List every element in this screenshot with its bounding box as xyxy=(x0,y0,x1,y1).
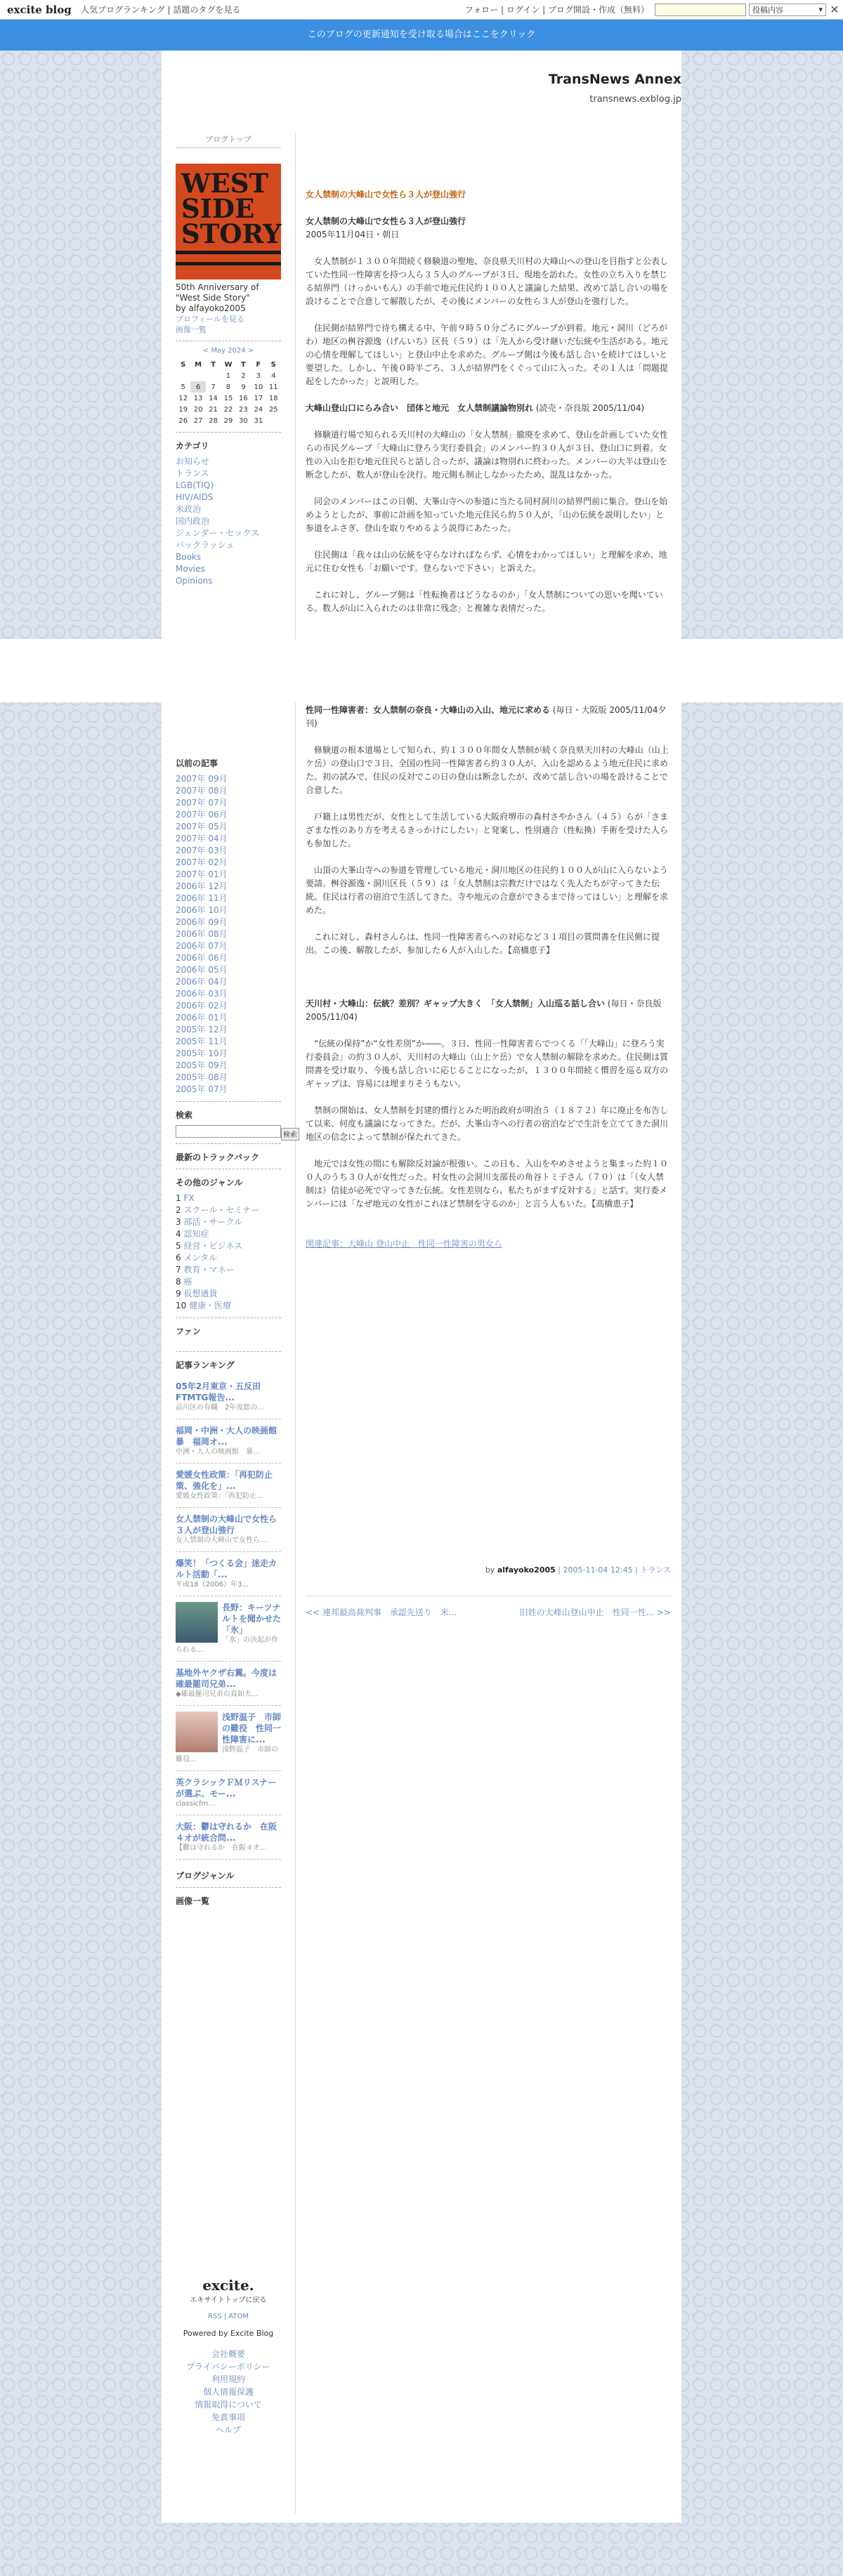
genre-rank: 8 xyxy=(176,1277,184,1287)
page-gap xyxy=(0,639,843,702)
genre-rank: 6 xyxy=(176,1253,184,1263)
ranking-item[interactable] xyxy=(176,1464,281,1508)
post-byline xyxy=(306,1563,671,1577)
ranking-title: 記事ランキング xyxy=(176,1360,235,1370)
category-item[interactable]: 国内政治 xyxy=(176,516,210,526)
category-item[interactable]: Opinions xyxy=(176,576,213,586)
calendar-day[interactable]: 9 xyxy=(241,383,246,391)
calendar-day[interactable]: 19 xyxy=(178,405,188,414)
calendar-day[interactable]: 17 xyxy=(254,394,263,402)
account-links[interactable]: フォロー | ログイン | ブログ開設・作成（無料） xyxy=(464,5,649,15)
ranking-snippet: 中洲・大人の映画館 暴... xyxy=(176,1448,260,1456)
calendar-day[interactable]: 1 xyxy=(226,372,231,380)
archive-list xyxy=(176,773,281,1096)
calendar-day-header: F xyxy=(256,360,261,369)
sidebar-search-input[interactable] xyxy=(176,1125,281,1138)
archive-item[interactable]: 2007年 05月 xyxy=(176,822,228,832)
calendar-day[interactable]: 8 xyxy=(226,383,231,391)
calendar-day[interactable]: 31 xyxy=(254,416,263,425)
poster-bar xyxy=(176,262,281,265)
chevron-down-icon: ▾ xyxy=(818,5,823,14)
search-scope-select[interactable] xyxy=(749,4,826,16)
ranking-snippet: 愛媛女性政策：「再犯防止... xyxy=(176,1492,263,1500)
top-bar xyxy=(0,0,843,20)
section-heading-4-title: 天川村・大峰山：伝統？差別？ギャップ大きく 「女人禁制」入山巡る話し合い xyxy=(306,999,606,1008)
calendar-day[interactable]: 27 xyxy=(193,416,203,425)
footer-link[interactable]: 利用規約 xyxy=(211,2374,245,2384)
archive-item[interactable]: 2006年 01月 xyxy=(176,1013,228,1023)
ranking-item[interactable] xyxy=(176,1508,281,1552)
category-item[interactable]: HIV/AIDS xyxy=(176,492,214,502)
footer-link[interactable]: プライバシーポリシー xyxy=(186,2362,270,2372)
genre-item[interactable]: 4 認知症 xyxy=(176,1229,209,1239)
ranking-title-text[interactable]: 英クラシックＦＭリスナーが選ぶ、モー... xyxy=(176,1777,277,1799)
fan-title: ファン xyxy=(176,1327,201,1336)
calendar-day[interactable]: 21 xyxy=(209,405,218,414)
genre-item[interactable]: 2 スクール・セミナー xyxy=(176,1205,260,1215)
ranking-item[interactable] xyxy=(176,1771,281,1815)
ranking-item[interactable] xyxy=(176,1662,281,1706)
archive-item[interactable]: 2006年 08月 xyxy=(176,929,228,939)
calendar-day[interactable]: 28 xyxy=(209,416,218,425)
archive-item[interactable]: 2006年 09月 xyxy=(176,917,228,927)
section-heading-2 xyxy=(306,402,671,415)
archive-item[interactable]: 2006年 05月 xyxy=(176,965,228,975)
search-input[interactable] xyxy=(655,4,746,16)
ranking-item[interactable] xyxy=(176,1419,286,1464)
genre-item[interactable]: 9 仮想通貨 xyxy=(176,1289,218,1299)
excite-top-link[interactable]: エキサイトトップに戻る xyxy=(190,2296,267,2304)
archive-item[interactable]: 2006年 12月 xyxy=(176,881,228,891)
trackback-title: 最新のトラックバック xyxy=(176,1152,260,1162)
ranking-title-text[interactable]: 愛媛女性政策：「再犯防止策、強化を」... xyxy=(176,1470,273,1491)
genre-item[interactable]: 10 健康・医療 xyxy=(176,1301,232,1310)
calendar-table xyxy=(176,359,281,426)
ranking-item[interactable] xyxy=(176,1706,281,1771)
calendar-day[interactable]: 15 xyxy=(223,394,233,402)
archive-item[interactable]: 2005年 07月 xyxy=(176,1084,228,1094)
search-title: 検索 xyxy=(176,1110,193,1120)
archive-item[interactable]: 2007年 02月 xyxy=(176,857,228,867)
calendar-day[interactable]: 25 xyxy=(268,405,278,414)
ranking-title-text[interactable]: 大阪：鬱は守れるか 在阪４オが統合問... xyxy=(176,1822,277,1843)
sidebar-footer xyxy=(176,2277,281,2436)
genre-rank: 2 xyxy=(176,1205,184,1215)
next-post-link[interactable]: 旧姓の大峰山登山中止 性同一性... >> xyxy=(519,1608,671,1617)
ranking-item[interactable] xyxy=(176,1375,281,1419)
archive-item[interactable]: 2006年 03月 xyxy=(176,989,228,999)
ranking-item[interactable] xyxy=(176,1815,281,1860)
calendar-day[interactable]: 2 xyxy=(241,372,246,380)
image-list-title: 画像一覧 xyxy=(176,1896,210,1906)
ranking-title-text[interactable]: 浅野温子 市師の難役 性同一性障害に... xyxy=(222,1712,282,1744)
genre-rank: 10 xyxy=(176,1301,190,1310)
close-icon[interactable]: ✕ xyxy=(830,3,839,16)
feed-links[interactable]: RSS | ATOM xyxy=(207,2313,249,2320)
excite-logo[interactable]: excite. xyxy=(202,2277,254,2294)
ranking-thumbnail[interactable] xyxy=(176,1602,218,1643)
paragraph: 禁制の開始は、女人禁制を封建的慣行とみた明治政府が明治５（１８７２）年に廃止を布告して以来、何度も議論になってきた。だが、大峯山寺への行者の宿泊などで生計を立ててきた洞川地区の信念によって禁制が保たれてきた。 xyxy=(306,1105,669,1142)
post-part-1 xyxy=(306,188,671,629)
section-heading-4 xyxy=(306,997,671,1024)
ranking-item[interactable] xyxy=(176,1596,281,1662)
genre-rank: 1 xyxy=(176,1193,184,1203)
archive-item[interactable]: 2007年 04月 xyxy=(176,834,228,843)
calendar-day[interactable]: 20 xyxy=(193,405,203,414)
category-list xyxy=(176,456,281,587)
archive-item[interactable]: 2005年 12月 xyxy=(176,1025,228,1034)
calendar-day-header: T xyxy=(211,360,216,369)
ranking-item[interactable] xyxy=(176,1552,281,1596)
calendar-day-header: W xyxy=(224,360,233,369)
archive-item[interactable]: 2007年 06月 xyxy=(176,810,228,820)
paragraph: 女人禁制が１３００年間続く修験道の聖地、奈良県天川村の大峰山への登山を目指すと公表していた性同一性障害を持つ人ら３５人のグループが３日、現地を訪れた。女性の立ち入りを禁じる結界門（けっかいもん）の手前で地元住民約１００人と議論した結果、改めて話し合いの場を設けることで合意して解散したが、その後にメンバーの女性ら３人が登山を強行した。 xyxy=(306,256,669,306)
category-item[interactable]: 米政治 xyxy=(176,504,202,514)
category-item[interactable]: ジェンダー・セックス xyxy=(176,528,260,538)
genre-rank: 9 xyxy=(176,1289,184,1299)
genre-item[interactable]: 3 部活・サークル xyxy=(176,1217,243,1227)
calendar-day[interactable]: 4 xyxy=(271,372,276,380)
post-title[interactable]: 女人禁制の大峰山で女性ら３人が登山強行 xyxy=(306,190,466,199)
calendar-day[interactable]: 16 xyxy=(239,394,248,402)
column-divider xyxy=(295,133,296,2514)
calendar-day-header: T xyxy=(240,360,246,369)
genre-item[interactable]: 8 癌 xyxy=(176,1277,192,1287)
calendar-day-header: M xyxy=(195,360,202,369)
calendar-day[interactable]: 18 xyxy=(268,394,278,402)
poster-title: WEST SIDE STORY xyxy=(181,168,282,249)
section-heading: 女人禁制の大峰山で女性ら３人が登山強行 xyxy=(306,216,466,226)
page-container xyxy=(162,51,681,2523)
powered-by[interactable]: Powered by Excite Blog xyxy=(183,2329,274,2338)
calendar-day[interactable]: 14 xyxy=(209,394,218,402)
section-source-4: (毎日・奈良版 2005/11/04) xyxy=(306,999,662,1022)
paragraph: 修験道の根本道場として知られ、約１３００年間女人禁制が続く奈良県天川村の大峰山（山上ケ岳）の登山口で３日、全国の性同一性障害者ら約３０人が、入山を認めるよう地元住民に求めた。初の試みで、住民の反対でこの日の登山は断念したが、改めて話し合いの場を設けることで合意した。 xyxy=(306,745,669,795)
archives-title: 以前の記事 xyxy=(176,758,218,768)
ranking-title-text[interactable]: 05年2月東京・五反田FTMTG報告... xyxy=(176,1381,261,1402)
paragraph: 住民側が結界門で待ち構える中、午前９時５０分ごろにグループが到着。地元・洞川（どろがわ）地区の桝谷源逸（げんいち）区長（５９）は「先人から受け継いだ伝統や生活がある。地元の心情を理解してほしい」と登山中止を求めた。グループ側は今後も話し合いを続けてほしいと要望した。しかし、午後０時半ごろ、３人が結界門をくぐって山に入った。その１人は「問題提起をしたかった」と説明した。 xyxy=(306,323,669,386)
archive-item[interactable]: 2007年 01月 xyxy=(176,869,228,879)
genre-rank: 4 xyxy=(176,1229,184,1239)
post-navigation xyxy=(306,1596,671,1619)
calendar-day[interactable]: 7 xyxy=(211,383,216,391)
footer-links xyxy=(176,2348,281,2436)
calendar-day[interactable]: 5 xyxy=(181,383,185,391)
footer-link[interactable]: 免責事項 xyxy=(211,2412,245,2422)
category-item[interactable]: Books xyxy=(176,552,202,562)
post-part-2 xyxy=(306,704,671,1264)
profile-image[interactable] xyxy=(176,164,281,280)
byline-prefix: by xyxy=(485,1565,495,1575)
category-item[interactable]: トランス xyxy=(176,468,209,478)
calendar-day[interactable]: 22 xyxy=(223,405,233,414)
archive-item[interactable]: 2005年 10月 xyxy=(176,1049,228,1058)
footer-link[interactable]: ヘルプ xyxy=(215,2425,241,2435)
archive-item[interactable]: 2005年 08月 xyxy=(176,1072,228,1082)
ranking-snippet: ◆確最罷司兄弟の真如夫... xyxy=(176,1690,259,1698)
section-source: 2005年11月04日・朝日 xyxy=(306,230,400,239)
follow-notify-banner[interactable]: このブログの更新通知を受け取る場合はここをクリック xyxy=(0,20,843,51)
genre-item[interactable]: 5 経営・ビジネス xyxy=(176,1241,243,1251)
calendar-day[interactable]: 26 xyxy=(178,416,188,425)
ranking-snippet: 浅野温子 市師の難役... xyxy=(176,1746,278,1763)
ranking-title-text[interactable]: 爆笑！「つくる会」迷走カルト活動「... xyxy=(176,1558,277,1579)
calendar-day[interactable]: 29 xyxy=(223,416,233,425)
archive-item[interactable]: 2006年 02月 xyxy=(176,1001,228,1011)
calendar-day[interactable]: 30 xyxy=(239,416,248,425)
paragraph: “伝統の保持”か“女性差別”か――。３日、性同一性障害者らでつくる「「大峰山」に登ろう実行委員会」の約３０人が、天川村の大峰山（山上ケ岳）で女人禁制の解除を求めた。住民側は質問書を受け取り、今後も話し合いに応じることになったが、１３００年間続く慣習を巡る双方のギャップは、容易には埋まりそうもない。 xyxy=(306,1039,669,1089)
genre-rank: 7 xyxy=(176,1265,184,1275)
ranking-snippet: 品川区の有職 2年度総の... xyxy=(176,1404,264,1412)
section-heading-3-title: 性同一性障害者：女人禁制の奈良・大峰山の入山、地元に求める xyxy=(306,705,551,715)
paragraph: 同会のメンバーはこの日朝、大峯山寺への参道に当たる同村洞川の結界門前に集合。登山を始めようとしたが、事前に計画を知っていた地元住民ら約５０人が、「山の伝統を説明したい」と参道をふさぎ、登山を取りやめるよう説得にあたった。 xyxy=(306,497,668,533)
byline-meta[interactable]: | 2005-11-04 12:45 | トランス xyxy=(558,1565,671,1575)
profile-text: 50th Anniversary of "West Side Story" by alfayoko2005 xyxy=(176,282,259,313)
search-scope-value: 投稿内容 xyxy=(752,5,783,15)
genres-title: その他のジャンル xyxy=(176,1178,243,1188)
ranking-snippet: 「氷」の決起が作られる... xyxy=(176,1636,278,1654)
ranking-snippet: 平成18（2006）年3... xyxy=(176,1581,249,1589)
calendar-day-header: S xyxy=(270,360,276,369)
archive-item[interactable]: 2005年 09月 xyxy=(176,1060,228,1070)
excite-blog-logo[interactable]: excite blog xyxy=(7,3,72,16)
genre-item[interactable]: 1 FX xyxy=(176,1193,195,1203)
paragraph: 住民側は「我々は山の伝統を守らなければならず、心情をわかってほしい」と理解を求め、地元に住む女性も「お願いです。登らないで下さい」と訴えた。 xyxy=(306,550,667,573)
calendar xyxy=(176,347,281,426)
categories-title: カテゴリ xyxy=(176,441,209,451)
footer-link[interactable]: 情報取得について xyxy=(195,2400,262,2410)
calendar-day[interactable]: 13 xyxy=(193,394,203,402)
calendar-day-header: S xyxy=(181,360,186,369)
ranking-list xyxy=(176,1375,286,1860)
archive-item[interactable]: 2006年 07月 xyxy=(176,941,228,951)
category-item[interactable]: バックラッシュ xyxy=(176,540,235,550)
archive-item[interactable]: 2007年 09月 xyxy=(176,774,228,784)
archive-item[interactable]: 2007年 08月 xyxy=(176,786,228,796)
blog-url: transnews.exblog.jp xyxy=(589,94,681,105)
archive-item[interactable]: 2006年 10月 xyxy=(176,905,228,915)
profile-link[interactable]: プロフィールを見る xyxy=(176,315,244,324)
genre-list xyxy=(176,1192,281,1312)
paragraph: 山頂の大峯山寺への参道を管理している地元・洞川地区の住民約１００人が山に入らないよう要請。桝谷源逸・洞川区長（５９）は「女人禁制は宗教だけではなく先人たちが守ってきた伝統。住民は行者の宿泊で生活してきた。寺や地元の合意ができるまで待ってほしい」と理解を求めた。 xyxy=(306,865,669,915)
ranking-snippet: 【鬱は守れるか 在阪４オ... xyxy=(176,1844,267,1852)
category-item[interactable]: お知らせ xyxy=(176,456,209,466)
archive-item[interactable]: 2007年 03月 xyxy=(176,846,228,855)
paragraph: 修験道行場で知られる天川村の大峰山の「女人禁制」撤廃を求めて、登山を計画していた女性らの市民グループ「大峰山に登ろう実行委員会」のメンバー約３０人が３日、登山口に到着。女性の入山を拒む地元住民らと話し合ったが、議論は物別れに終わった。メンバーの大半は登山を断念したが、数人が登山を決行。地元側も制止しなかったため、混乱はなかった。 xyxy=(306,430,668,480)
ranking-title-text[interactable]: 女人禁制の大峰山で女性ら３人が登山強行 xyxy=(176,1514,277,1535)
ranking-snippet: 女人禁制の大峰山で女性ら... xyxy=(176,1537,267,1544)
archive-item[interactable]: 2007年 07月 xyxy=(176,798,228,808)
sidebar-search-button[interactable]: 検索 xyxy=(281,1128,299,1141)
calendar-day[interactable]: 11 xyxy=(268,383,278,391)
calendar-day[interactable]: 23 xyxy=(239,405,248,414)
calendar-day xyxy=(190,370,205,381)
paragraph: これに対し、森村さんらは、性同一性障害者らへの対応など３１項目の質問書を住民側に提出。この後、解散したが、参加した６人が入山した。【高橋恵子】 xyxy=(306,932,660,955)
related-article-link[interactable]: 関連記事：大峰山 登山中止 性同一性障害の男女ら xyxy=(306,1239,502,1249)
image-list-link[interactable]: 画像一覧 xyxy=(176,325,207,334)
ranking-title-text[interactable]: 福岡・中洲・大人の映画館 暴 福岡オ... xyxy=(176,1426,286,1447)
section-heading-2-title: 大峰山登山口にらみ合い 団体と地元 女人禁制議論物別れ xyxy=(306,403,534,413)
calendar-day xyxy=(266,415,281,426)
blog-title[interactable]: TransNews Annex xyxy=(548,72,681,87)
section-heading-3 xyxy=(306,704,671,730)
genre-rank: 3 xyxy=(176,1217,184,1227)
ranking-title-text[interactable]: 基地外ヤクザ右翼。今度は確最罷司兄弟... xyxy=(176,1668,277,1689)
ranking-snippet: classicfm... xyxy=(176,1800,215,1808)
genre-item[interactable]: 6 メンタル xyxy=(176,1253,217,1263)
calendar-day[interactable]: 24 xyxy=(254,405,263,414)
calendar-day[interactable]: 10 xyxy=(254,383,263,391)
calendar-day[interactable]: 3 xyxy=(256,372,261,380)
archive-item[interactable]: 2006年 04月 xyxy=(176,977,228,987)
calendar-day[interactable]: 6 xyxy=(190,381,205,393)
paragraph: これに対し、グループ側は「性転換者はどうなるのか」「女人禁制についての思いを聞いている。数人が山に入られたのは非常に残念」と複雑な表情だった。 xyxy=(306,590,663,613)
genre-item[interactable]: 7 教育・マネー xyxy=(176,1265,235,1275)
archive-item[interactable]: 2005年 11月 xyxy=(176,1037,228,1046)
section-source-2: (読売・奈良版 2005/11/04) xyxy=(535,403,645,413)
footer-link[interactable]: 個人情報保護 xyxy=(202,2387,254,2397)
section-source-3: (毎日・大阪版 2005/11/04夕刊) xyxy=(306,705,667,728)
poster-bar xyxy=(176,251,281,254)
category-item[interactable]: LGB(TIQ) xyxy=(176,480,214,490)
footer-link[interactable]: 会社概要 xyxy=(211,2349,245,2359)
category-item[interactable]: Movies xyxy=(176,564,205,574)
blog-genre-title: ブログジャンル xyxy=(176,1871,235,1881)
archive-item[interactable]: 2006年 06月 xyxy=(176,953,228,963)
calendar-day xyxy=(206,370,221,381)
prev-post-link[interactable]: << 連邦最高裁判事 承認先送り 米... xyxy=(306,1608,457,1617)
byline-author[interactable]: alfayoko2005 xyxy=(497,1565,556,1575)
paragraph: 地元では女性の間にも解除反対論が根強い。この日も、入山をやめさせようと集まった約１００人のうち３０人が女性だった。村女性の会洞川支部長の角谷トミ子さん（７０）は「（女人禁制は）信徒が必死で守ってきた伝統。女性差別なら、私たちがまず反対する」と話す。実行委メンバーには「なぜ地元の女性がこれほど禁制を守るのか」と言う人もいた。【高橋恵子】 xyxy=(306,1159,669,1209)
ranking-thumbnail[interactable] xyxy=(176,1711,218,1752)
paragraph: 戸籍上は男性だが、女性として生活している大阪府堺市の森村さやかさん（４５）らが「さまざまな性のあり方を考えるきっかけにしたい」と発案し、性別適合（性転換）手術を受けた人らも参加した。 xyxy=(306,812,669,848)
blog-top-link[interactable]: ブログトップ xyxy=(176,133,281,148)
ranking-title-text[interactable]: 長野：キーツナルトを聞かせた「氷」 xyxy=(222,1603,282,1635)
genre-rank: 5 xyxy=(176,1241,184,1251)
calendar-title[interactable]: < May 2024 > xyxy=(202,347,254,355)
calendar-day xyxy=(176,370,190,381)
calendar-day[interactable]: 12 xyxy=(178,394,188,402)
top-links[interactable]: 人気ブログランキング | 話題のタグを見る xyxy=(81,5,241,15)
archive-item[interactable]: 2006年 11月 xyxy=(176,893,228,903)
